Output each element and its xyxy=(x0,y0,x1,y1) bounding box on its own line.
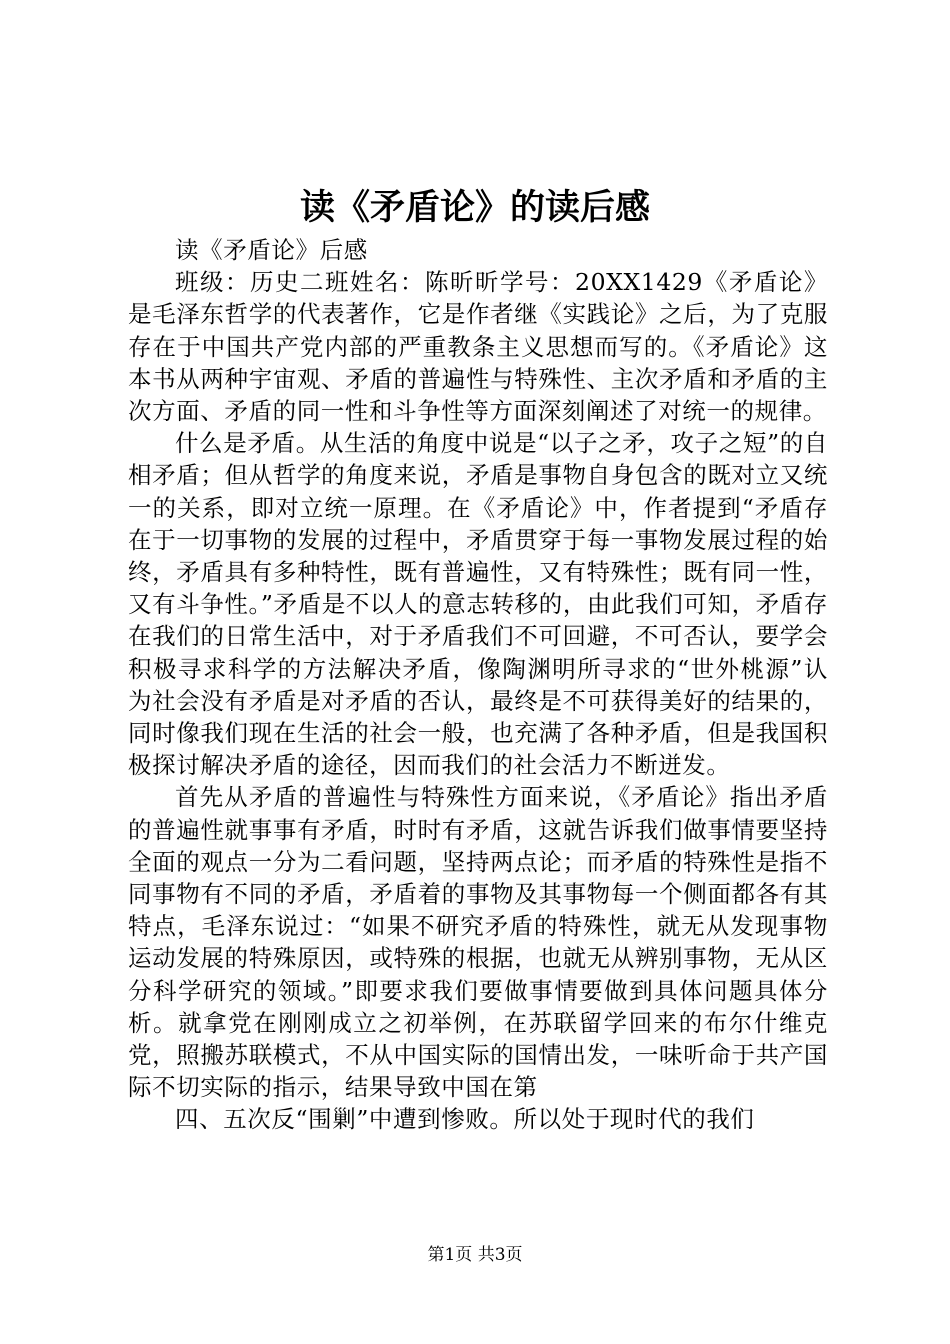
document-title: 读《矛盾论》的读后感 xyxy=(299,187,650,228)
paragraph: 班级：历史二班姓名：陈昕昕学号：20XX1429《矛盾论》是毛泽东哲学的代表著作，它是作者继《实践论》之后，为了克服存在于中国共产党内部的严重教条主义思想而写的。《矛盾论》这本书从两种宇宙观、矛盾的普遍性与特殊性、主次矛盾和矛盾的主次方面、矛盾的同一性和斗争性等方面深刻阐述了对统一的规律。 xyxy=(128,268,828,426)
page-footer: 第1页 共3页 xyxy=(427,1245,523,1265)
document-body xyxy=(128,234,828,1136)
paragraph: 什么是矛盾。从生活的角度中说是“以子之矛，攻子之短”的自相矛盾；但从哲学的角度来说，矛盾是事物自身包含的既对立又统一的关系，即对立统一原理。在《矛盾论》中，作者提到“矛盾存在于一切事物的发展的过程中，矛盾贯穿于每一事物发展过程的始终，矛盾具有多种特性，既有普遍性，又有特殊性；既有同一性，又有斗争性。”矛盾是不以人的意志转移的，由此我们可知，矛盾存在我们的日常生活中，对于矛盾我们不可回避，不可否认，要学会积极寻求科学的方法解决矛盾，像陶渊明所寻求的“世外桃源”认为社会没有矛盾是对矛盾的否认，最终是不可获得美好的结果的，同时像我们现在生活的社会一般，也充满了各种矛盾，但是我国积极探讨解决矛盾的途径，因而我们的社会活力不断迸发。 xyxy=(128,429,828,780)
paragraph: 四、五次反“围剿”中遭到惨败。所以处于现时代的我们 xyxy=(175,1105,755,1134)
paragraph: 首先从矛盾的普遍性与特殊性方面来说，《矛盾论》指出矛盾的普遍性就事事有矛盾，时时有矛盾，这就告诉我们做事情要坚持全面的观点一分为二看问题，坚持两点论；而矛盾的特殊性是指不同事物有不同的矛盾，矛盾着的事物及其事物每一个侧面都各有其特点，毛泽东说过：“如果不研究矛盾的特殊性，就无从发现事物运动发展的特殊原因，或特殊的根据，也就无从辨别事物，无从区分科学研究的领域。”即要求我们要做事情要做到具体问题具体分析。就拿党在刚刚成立之初举例，在苏联留学回来的布尔什维克党，照搬苏联模式，不从中国实际的国情出发，一味听命于共产国际不切实际的指示，结果导致中国在第 xyxy=(128,783,828,1102)
paragraph-subtitle: 读《矛盾论》后感 xyxy=(175,236,368,264)
